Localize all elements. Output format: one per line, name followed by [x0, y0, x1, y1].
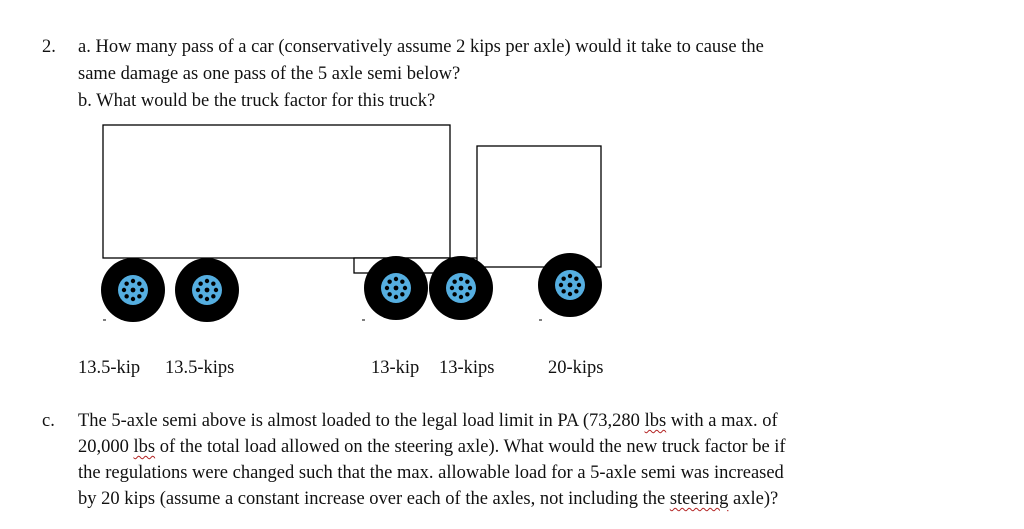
- question-2a-line-1: a. How many pass of a car (conservatively assume 2 kips per axle) would it take to cause the: [78, 37, 764, 57]
- part-c-line-2: [78, 436, 786, 458]
- axle-label-tandem-1: 13-kip: [371, 358, 420, 378]
- question-number: 2.: [42, 37, 56, 57]
- part-c-line-2-start: 20,000: [78, 437, 134, 457]
- part-c-letter: c.: [42, 411, 55, 431]
- part-c-line-3: the regulations were changed such that the max. allowable load for a 5-axle semi was increased: [78, 463, 784, 483]
- question-2b: b. What would be the truck factor for this truck?: [78, 91, 436, 111]
- axle-label-tandem-2: 13-kips: [439, 358, 495, 378]
- spellcheck-word: lbs: [133, 437, 156, 457]
- cab-box: [477, 146, 601, 267]
- wheel-tandem-2-icon: [429, 256, 493, 320]
- spellcheck-word: steering: [669, 489, 729, 509]
- part-c-line-2-end: of the total load allowed on the steering axle). What would the new truck factor be if: [155, 437, 786, 457]
- wheel-trailer-rear-1-icon: [101, 258, 165, 322]
- wheel-tandem-1-icon: [364, 256, 428, 320]
- part-c-line-1: [78, 410, 778, 432]
- part-c-line-4-start: by 20 kips (assume a constant increase over each of the axles, not including the: [78, 489, 670, 509]
- part-c-line-1-start: The 5-axle semi above is almost loaded to the legal load limit in PA (73,280: [78, 411, 645, 431]
- part-c-line-4-end: axle)?: [728, 489, 779, 509]
- trailer-box: [103, 125, 450, 258]
- part-c-line-4: [78, 488, 778, 510]
- axle-label-steering: 20-kips: [548, 358, 604, 378]
- spellcheck-word: lbs: [644, 411, 667, 431]
- wheel-steering-icon: [538, 253, 602, 317]
- part-c-line-1-end: with a max. of: [666, 411, 778, 431]
- wheel-trailer-rear-2-icon: [175, 258, 239, 322]
- axle-label-trailer-rear-1: 13.5-kip: [78, 358, 141, 378]
- axle-label-trailer-rear-2: 13.5-kips: [165, 358, 235, 378]
- question-2a-line-2: same damage as one pass of the 5 axle semi below?: [78, 64, 461, 84]
